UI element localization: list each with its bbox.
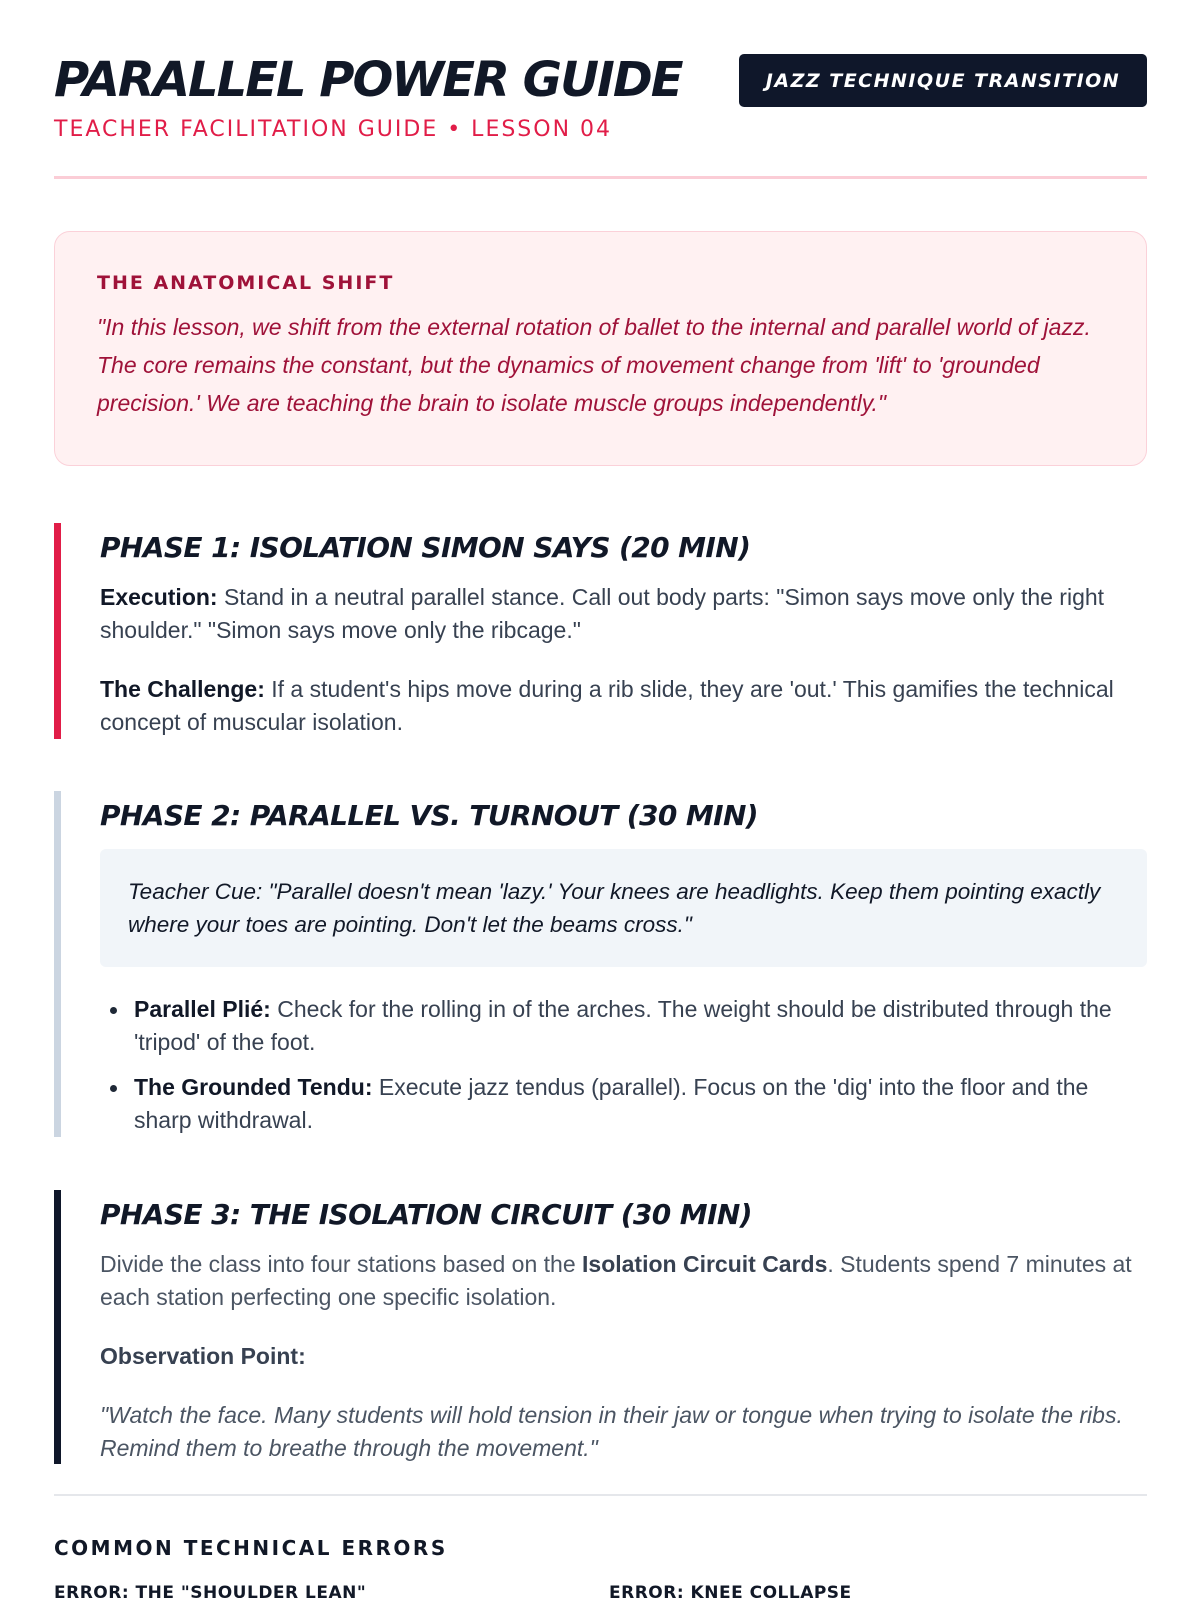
phase-1-title: PHASE 1: ISOLATION SIMON SAYS (20 MIN) bbox=[100, 531, 751, 564]
error-item-shoulder-lean: ERROR: THE "SHOULDER LEAN" bbox=[54, 1583, 367, 1603]
phase-1-section bbox=[54, 523, 1147, 739]
phase-3-accent-bar bbox=[54, 1190, 61, 1464]
list-item bbox=[134, 1071, 1147, 1137]
callout-quote: "In this lesson, we shift from the external rotation of ballet to the internal and parallel world of jazz. The core remains the constant, but the dynamics of movement change from 'lift' to 'grounded precision.' We are teaching the brain to isolate muscle groups independently." bbox=[97, 314, 1091, 416]
execution-label: Execution: bbox=[100, 584, 218, 610]
page-subtitle: TEACHER FACILITATION GUIDE • LESSON 04 bbox=[54, 117, 613, 142]
phase-3-section bbox=[54, 1190, 1147, 1464]
phase-2-accent-bar bbox=[54, 791, 61, 1137]
phase-2-section bbox=[54, 791, 1147, 1137]
callout-label: THE ANATOMICAL SHIFT bbox=[97, 272, 395, 294]
phase-1-execution bbox=[100, 581, 1147, 647]
page-title: PARALLEL POWER GUIDE bbox=[54, 52, 682, 108]
list-item-label: The Grounded Tendu: bbox=[134, 1074, 373, 1100]
teacher-cue-box: Teacher Cue: "Parallel doesn't mean 'lazy.' Your knees are headlights. Keep them pointing exactly where your toes are pointing. Don't let the beams cross." bbox=[100, 849, 1147, 967]
observation-label bbox=[100, 1340, 1147, 1373]
list-item-label: Parallel Plié: bbox=[134, 996, 271, 1022]
phase-2-list bbox=[100, 993, 1147, 1137]
list-item-text: Execute jazz tendus (parallel). Focus on the 'dig' into the floor and the sharp withdrawal. bbox=[134, 1074, 1089, 1133]
circuit-cards-ref: Isolation Circuit Cards bbox=[582, 1251, 828, 1277]
challenge-label: The Challenge: bbox=[100, 676, 265, 702]
execution-text: Stand in a neutral parallel stance. Call out body parts: "Simon says move only the right shoulder." "Simon says move only the ribcage." bbox=[100, 584, 1105, 643]
phase-3-intro bbox=[100, 1248, 1147, 1314]
phase-1-challenge bbox=[100, 673, 1147, 739]
error-item-knee-collapse: ERROR: KNEE COLLAPSE bbox=[609, 1583, 852, 1603]
intro-text-start: Divide the class into four stations based on the bbox=[100, 1251, 583, 1277]
common-errors-heading: COMMON TECHNICAL ERRORS bbox=[54, 1536, 448, 1560]
lesson-guide-page bbox=[54, 0, 1147, 1603]
intro-text-end: . Students spend 7 minutes at each station perfecting one specific isolation. bbox=[100, 1251, 1132, 1310]
phase-2-title: PHASE 2: PARALLEL VS. TURNOUT (30 MIN) bbox=[100, 799, 759, 832]
phase-3-title: PHASE 3: THE ISOLATION CIRCUIT (30 MIN) bbox=[100, 1198, 752, 1231]
observation-label-text: Observation Point: bbox=[100, 1343, 306, 1369]
anatomical-shift-callout bbox=[54, 231, 1147, 466]
phase-1-accent-bar bbox=[54, 523, 61, 739]
observation-quote: "Watch the face. Many students will hold tension in their jaw or tongue when trying to isolate the ribs. Remind them to breathe through the movement." bbox=[100, 1402, 1123, 1461]
page-header bbox=[54, 0, 1147, 179]
list-item bbox=[134, 993, 1147, 1059]
list-item-text: Check for the rolling in of the arches. The weight should be distributed through the 'tripod' of the foot. bbox=[134, 996, 1112, 1055]
topic-badge: JAZZ TECHNIQUE TRANSITION bbox=[739, 54, 1147, 107]
challenge-text: If a student's hips move during a rib slide, they are 'out.' This gamifies the technical concept of muscular isolation. bbox=[100, 676, 1114, 735]
section-divider bbox=[54, 1494, 1147, 1496]
